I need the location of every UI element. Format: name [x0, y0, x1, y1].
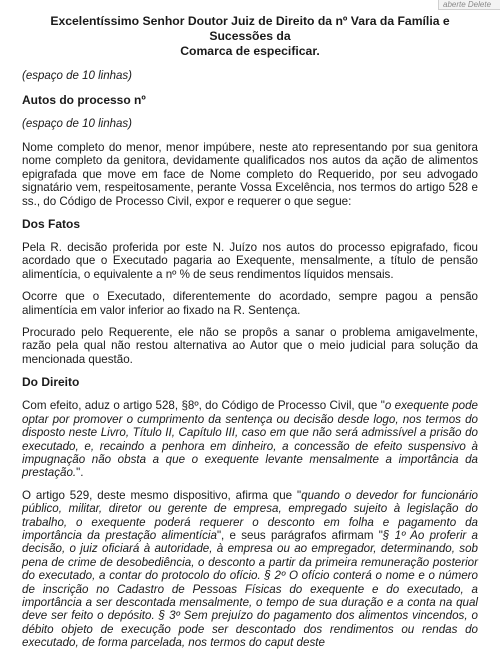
facts-paragraph-3: Procurado pelo Requerente, ele não se propôs a sanar o problema amigavelmente, razão pela qual não restou alternativa ao Autor que o meio judicial para solução da mencionada questão.: [22, 326, 478, 366]
law-paragraph-2: [22, 489, 478, 650]
document-heading: [22, 14, 478, 59]
corner-tab: aberte Delete: [438, 0, 500, 10]
facts-paragraph-2: Ocorre que o Executado, diferentemente do acordado, sempre pagou a pensão alimentícia em valor inferior ao fixado na R. Sentença.: [22, 290, 478, 317]
law-p1-start: Com efeito, aduz o artigo 528, §8º, do Código de Processo Civil, que ": [22, 399, 385, 413]
facts-title: Dos Fatos: [22, 217, 81, 232]
law-paragraph-1: [22, 399, 478, 479]
law-p2-quote-1: quando o devedor for funcionário público, militar, diretor ou gerente de empresa, empregado sujeito à legislação do trabalho, o exequente poderá requerer o desconto em folha e pagamento da importância da prestação alimentícia: [22, 488, 478, 542]
document-body: [22, 14, 478, 659]
law-p1-end: ".: [76, 466, 84, 480]
facts-paragraph-1: Pela R. decisão proferida por este N. Juízo nos autos do processo epigrafado, ficou acordado que o Executado pagaria ao Exequente, mensalmente, a título de pensão alimentícia, o equivalente a nº % de seus rendimentos líquidos mensais.: [22, 241, 478, 281]
intro-paragraph: Nome completo do menor, menor impúbere, neste ato representando por sua genitora nome completo da genitora, devidamente qualificados nos autos da ação de alimentos epigrafada que move em face de Nome completo do Requerido, por seu advogado signatário vem, respeitosamente, perante Vossa Excelência, nos termos do artigo 528 e ss., do Código de Processo Civil, expor e requerer o que segue:: [22, 141, 478, 208]
law-p2-mid: ", e seus parágrafos afirmam ": [216, 528, 383, 542]
law-p1-quote: o exequente pode optar por promover o cumprimento da sentença ou decisão desde logo, nos termos do disposto neste Livro, Título II, Capítulo III, caso em que não será admissível a prisão do executado, e, recaindo a penhora em dinheiro, a concessão de efeito suspensivo à impugnação não obsta a que o exequente levante mensalmente a importância da prestação.: [22, 399, 478, 480]
heading-line-2: Comarca de especificar.: [180, 44, 320, 58]
law-p2-start: O artigo 529, deste mesmo dispositivo, afirma que ": [22, 488, 302, 502]
process-label: Autos do processo nº: [22, 93, 146, 107]
heading-line-1: Excelentíssimo Senhor Doutor Juiz de Direito da nº Vara da Família e Sucessões da: [50, 14, 450, 43]
spacing-note-1: (espaço de 10 linhas): [22, 70, 132, 82]
spacing-note-2: (espaço de 10 linhas): [22, 118, 132, 130]
law-title: Do Direito: [22, 375, 80, 390]
law-p2-quote-2: § 1º Ao proferir a decisão, o juiz oficiará à autoridade, à empresa ou ao empregador, determinando, sob pena de crime de desobediência, o desconto a partir da primeira remuneração posterior do executado, a contar do protocolo do ofício. § 2º O ofício conterá o nome e o número de inscrição no Cadastro de Pessoas Físicas do exequente e do executado, a importância a ser descontada mensalmente, o tempo de sua duração e a conta na qual deve ser feito o depósito. § 3º Sem prejuízo do pagamento dos alimentos vincendos, o débito objeto de execução pode ser descontado dos rendimentos ou rendas do executado, de forma parcelada, nos termos do caput deste: [22, 528, 479, 650]
